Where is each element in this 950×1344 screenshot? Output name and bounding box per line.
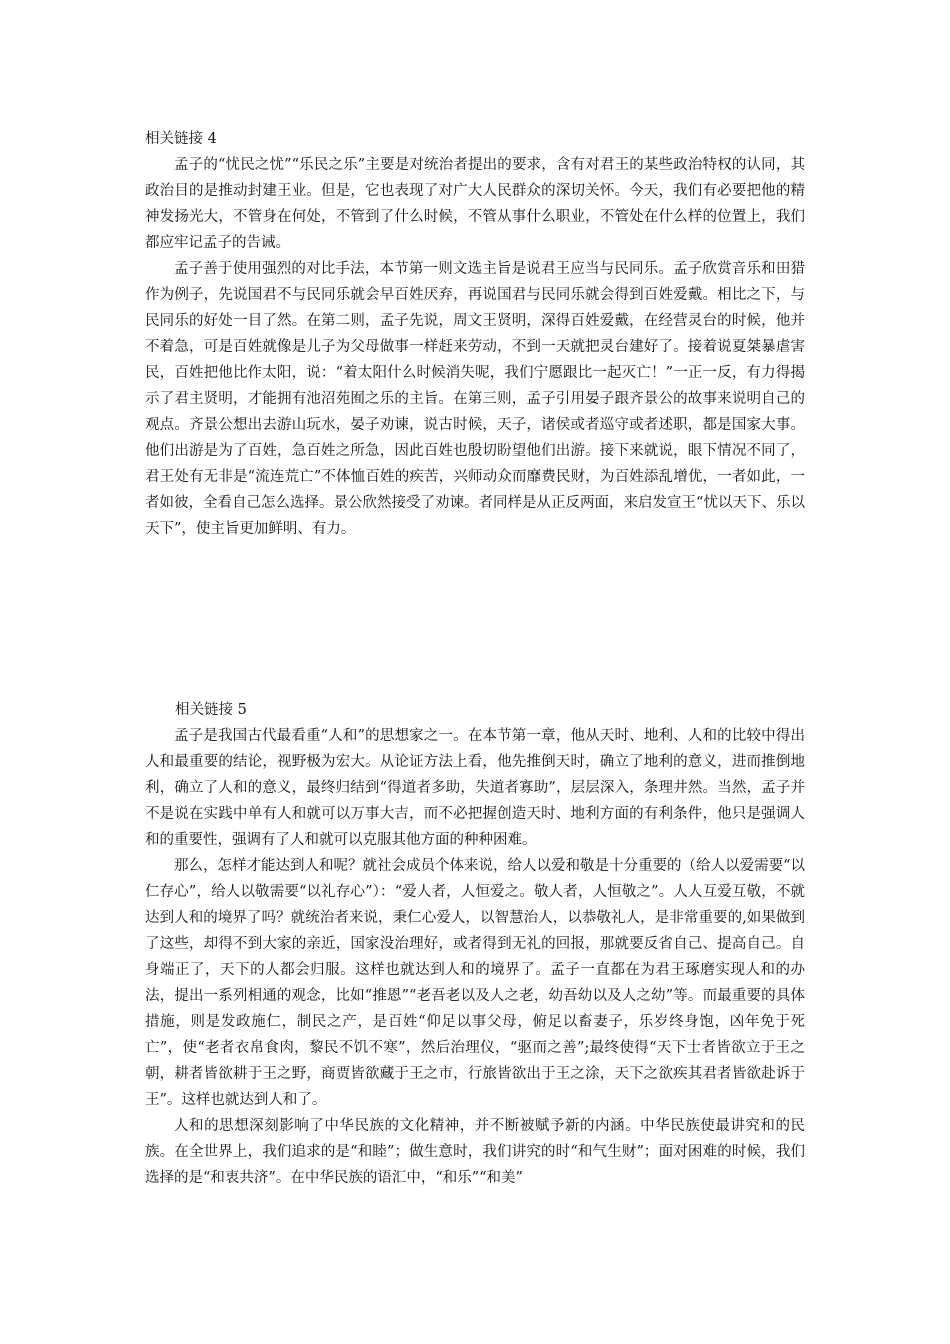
paragraph: 孟子善于使用强烈的对比手法，本节第一则文选主旨是说君王应当与民同乐。孟子欣赏音乐和田猎作为例子，先说国君不与民同乐就会早百姓厌弃，再说国君与民同乐就会得到百姓爱戴。相比之下，与民同乐的好处一目了然。在第二则，孟子先说，周文王贤明，深得百姓爱戴，在经营灵台的时候，他并不着急，可是百姓就像是儿子为父母做事一样赶来劳动，不到一天就把灵台建好了。接着说夏桀暴虐害民，百姓把他比作太阳，说：“着太阳什么时候消失呢，我们宁愿跟比一起灭亡！”一正一反，有力得揭示了君主贤明，才能拥有池沼苑囿之乐的主旨。在第三则，孟子引用晏子跟齐景公的故事来说明自己的观点。齐景公想出去游山玩水，晏子劝谏，说古时候，天子，诸侯或者巡守或者述职，都是国家大事。他们出游是为了百姓，急百姓之所急，因此百姓也殷切盼望他们出游。接下来就说，眼下情况不同了，君王处有无非是“流连荒亡”不体恤百姓的疾苦，兴师动众而靡费民财，为百姓添乱增优，一者如此，一者如彼，全看自己怎么选择。景公欣然接受了劝谏。者同样是从正反两面，来启发宣王“忧以天下、乐以天下”，使主旨更加鲜明、有力。 [145, 261, 805, 537]
paragraph: 人和的思想深刻影响了中华民族的文化精神，并不断被赋予新的内涵。中华民族使最讲究和的民族。在全世界上，我们追求的是“和睦”；做生意时，我们讲究的时“和气生财”；面对困难的时候，我们选择的是“和衷共济”。在中华民族的语汇中，“和乐”“和美” [145, 1118, 805, 1186]
section-heading: 相关链接 4 [145, 131, 217, 147]
paragraph: 孟子是我国古代最看重“人和”的思想家之一。在本节第一章，他从天时、地利、人和的比较中得出人和最重要的结论，视野极为宏大。从论证方法上看，他先推倒天时，确立了地利的意义，进而推倒地利，确立了人和的意义，最终归结到“得道者多助，失道者寡助”，层层深入，条理井然。当然，孟子并不是说在实践中单有人和就可以万事大吉，而不必把握创造天时、地利方面的有利条件，他只是强调人和的重要性，强调有了人和就可以克服其他方面的种种困难。 [145, 728, 805, 848]
paragraph: 孟子的“忧民之忧”“乐民之乐”主要是对统治者提出的要求，含有对君王的某些政治特权的认同，其政治目的是推动封建王业。但是，它也表现了对广大人民群众的深切关怀。今天，我们有必要把他的精神发扬光大，不管身在何处，不管到了什么时候，不管从事什么职业，不管处在什么样的位置上，我们都应牢记孟子的告诫。 [145, 157, 805, 251]
section-heading: 相关链接 5 [175, 702, 247, 718]
paragraph: 那么，怎样才能达到人和呢？就社会成员个体来说，给人以爱和敬是十分重要的（给人以爱需要“以仁存心”，给人以敬需要“以礼存心”）：“爱人者，人恒爱之。敬人者，人恒敬之”。人人互爱互敬，不就达到人和的境界了吗？就统治者来说，秉仁心爱人，以智慧治人，以恭敬礼人，是非常重要的,如果做到了这些，却得不到大家的亲近，国家没治理好，或者得到无礼的回报，那就要反省自己、提高自己。自身端正了，天下的人都会归服。这样也就达到人和的境界了。孟子一直都在为君王琢磨实现人和的办法，提出一系列相通的观念，比如“推恩”“老吾老以及人之老，幼吾幼以及人之幼”等。而最重要的具体措施，则是发政施仁，制民之产，是百姓“仰足以事父母，俯足以畜妻子，乐岁终身饱，凶年免于死亡”，使“老者衣帛食肉，黎民不饥不寒”，然后治理仪，“驱而之善”;最终使得“天下士者皆欲立于王之朝，耕者皆欲耕于王之野，商贾皆欲藏于王之市，行旅皆欲出于王之涂，天下之欲疾其君者皆欲赴诉于王”。这样也就达到人和了。 [145, 858, 805, 1108]
related-link-4-section [145, 126, 805, 542]
related-link-5-section [145, 697, 805, 1191]
